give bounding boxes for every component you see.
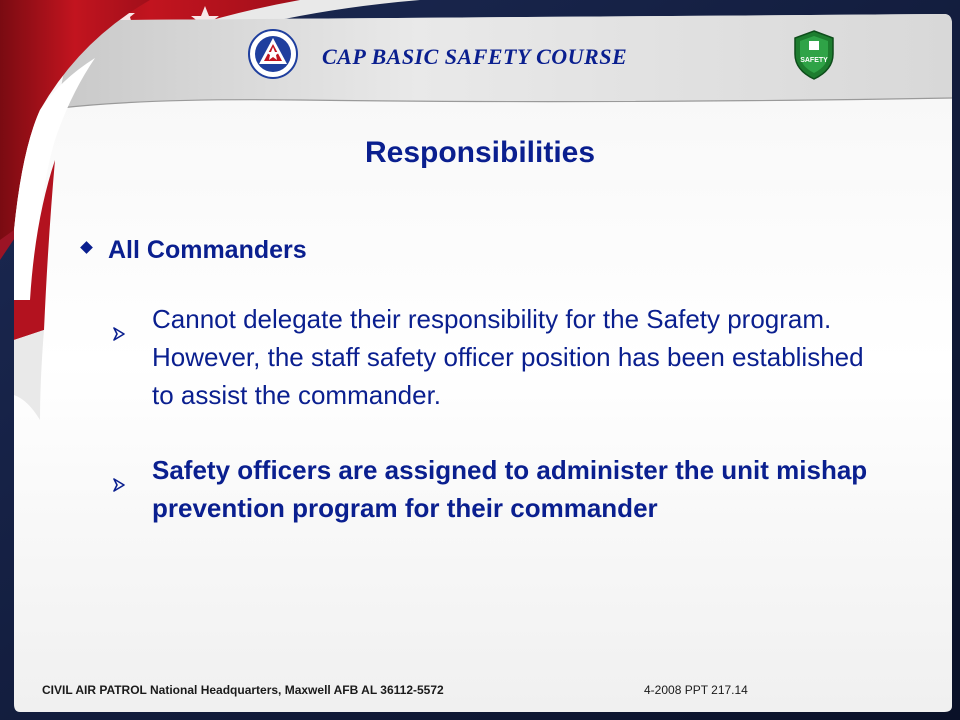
course-title: CAP BASIC SAFETY COURSE bbox=[322, 44, 628, 69]
slide-title: Responsibilities bbox=[364, 136, 596, 169]
arrow-bullet-icon bbox=[112, 451, 152, 527]
level2-bullet-text: Safety officers are assigned to administer the unit mishap prevention program for their commander bbox=[152, 455, 868, 523]
arrow-bullet-icon bbox=[112, 300, 152, 414]
footer-organization bbox=[42, 683, 444, 697]
footer-address: National Headquarters, Maxwell AFB AL 36112-5572 bbox=[150, 683, 444, 697]
safety-shield-logo bbox=[793, 30, 835, 80]
level2-bullet-text: Cannot delegate their responsibility for the Safety program. However, the staff safety officer position has been established to assist the commander. bbox=[152, 304, 864, 410]
level1-bullet-text: All Commanders bbox=[108, 236, 307, 264]
footer-org-name: CIVIL AIR PATROL bbox=[42, 683, 147, 697]
footer-doc-ref: 4-2008 PPT 217.14 bbox=[644, 683, 748, 697]
diamond-bullet-icon bbox=[80, 241, 93, 254]
civil-air-patrol-logo bbox=[248, 27, 298, 81]
safety-logo-text: SAFETY bbox=[800, 57, 828, 64]
level1-bullet bbox=[77, 236, 307, 265]
level2-bullet bbox=[112, 451, 872, 527]
level2-bullet bbox=[112, 300, 872, 414]
